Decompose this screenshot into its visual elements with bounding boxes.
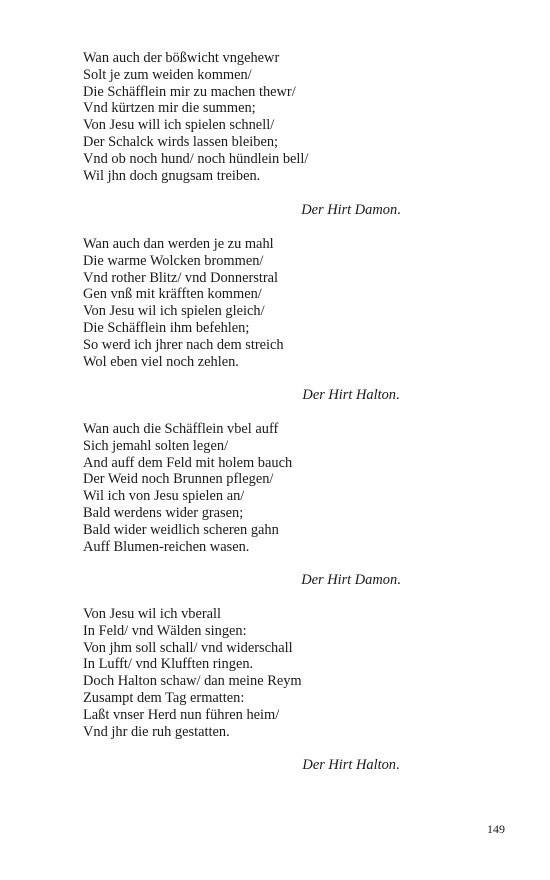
speaker-period: . xyxy=(397,572,401,588)
verse-line: Der Weid noch Brunnen pflegen/ xyxy=(83,471,274,488)
speaker-heading-3 xyxy=(0,572,550,589)
verse-line: Bald werdens wider grasen; xyxy=(83,504,244,521)
speaker-period: . xyxy=(397,202,401,218)
verse-line: Die warme Wolcken brommen/ xyxy=(83,252,264,269)
verse-line: So werd ich jhrer nach dem streich xyxy=(83,336,284,353)
verse-line: Doch Halton schaw/ dan meine Reym xyxy=(83,673,302,690)
speaker-name: Der Hirt Damon xyxy=(301,572,398,588)
verse-line: Der Schalck wirds lassen bleiben; xyxy=(83,133,279,150)
verse-line: Zusampt dem Tag ermatten: xyxy=(83,689,245,706)
speaker-name: Der Hirt Halton xyxy=(302,387,396,403)
verse-line: Wol eben viel noch zehlen. xyxy=(83,353,239,370)
stanza-3 xyxy=(83,421,463,555)
page-number: 149 xyxy=(487,822,505,836)
stanza-1 xyxy=(83,50,463,184)
speaker-heading-4 xyxy=(0,757,550,774)
verse-line: Von Jesu wil ich spielen gleich/ xyxy=(83,303,265,320)
stanza-2 xyxy=(83,236,463,370)
verse-line: Laßt vnser Herd nun führen heim/ xyxy=(83,706,280,723)
verse-line: Von Jesu will ich spielen schnell/ xyxy=(83,117,275,134)
verse-line: Wil ich von Jesu spielen an/ xyxy=(83,488,245,505)
verse-line: In Feld/ vnd Wälden singen: xyxy=(83,622,247,639)
speaker-heading-1 xyxy=(0,202,550,219)
speaker-period: . xyxy=(395,387,400,403)
verse-line: In Lufft/ vnd Klufften ringen. xyxy=(83,656,254,673)
speaker-period: . xyxy=(395,757,400,773)
speaker-heading-2 xyxy=(0,387,550,404)
verse-line: Auff Blumen-reichen wasen. xyxy=(83,538,250,555)
stanza-4 xyxy=(83,606,463,740)
speaker-name: Der Hirt Damon xyxy=(301,202,398,218)
verse-line: Gen vnß mit kräfften kommen/ xyxy=(83,286,262,303)
verse-line: Von jhm soll schall/ vnd widerschall xyxy=(83,639,293,656)
speaker-name: Der Hirt Halton xyxy=(302,757,396,773)
verse-line: Wil jhn doch gnugsam treiben. xyxy=(83,167,261,184)
verse-line: Sich jemahl solten legen/ xyxy=(83,437,229,454)
verse-line: Die Schäfflein ihm befehlen; xyxy=(83,319,250,336)
verse-line: Vnd ob noch hund/ noch hündlein bell/ xyxy=(83,150,309,167)
verse-line: Wan auch die Schäfflein vbel auff xyxy=(83,421,279,437)
verse-line: Wan auch der bößwicht vngehewr xyxy=(83,50,280,66)
verse-line: Wan auch dan werden je zu mahl xyxy=(83,236,274,252)
verse-line: Vnd rother Blitz/ vnd Donnerstral xyxy=(83,269,279,286)
verse-line: Solt je zum weiden kommen/ xyxy=(83,66,252,83)
verse-line: Von Jesu wil ich vberall xyxy=(83,606,222,622)
verse-line: Die Schäfflein mir zu machen thewr/ xyxy=(83,83,296,100)
verse-line: Bald wider weidlich scheren gahn xyxy=(83,521,279,538)
verse-line: Vnd jhr die ruh gestatten. xyxy=(83,723,230,740)
verse-line: And auff dem Feld mit holem bauch xyxy=(83,454,293,471)
verse-line: Vnd kürtzen mir die summen; xyxy=(83,100,256,117)
